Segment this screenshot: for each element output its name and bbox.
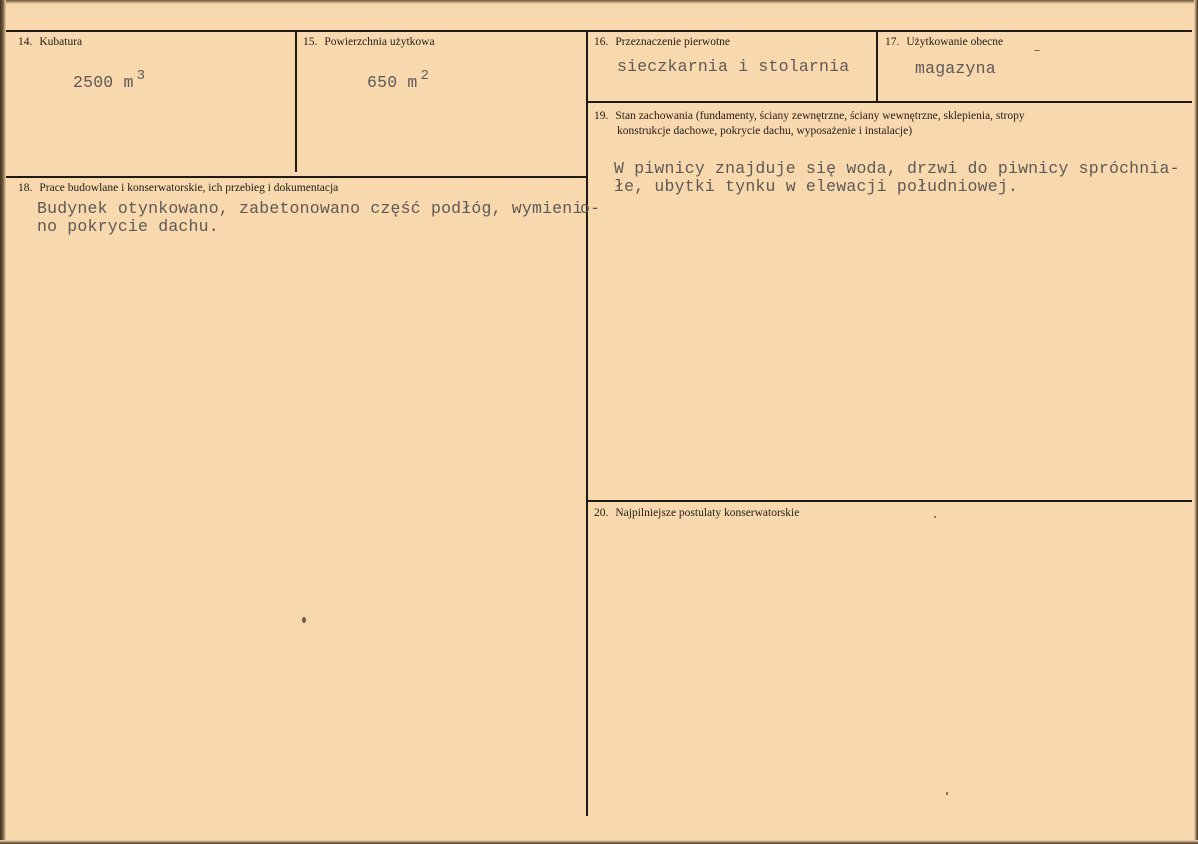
paper-speck [934,516,936,518]
field-17-label [885,35,1003,49]
field-19-title: Stan zachowania (fundamenty, ściany zewnętrzne, ściany wewnętrzne, sklepienia, stropy [615,110,1025,122]
field-18-number: 18. [18,182,33,194]
field-14-title: Kubatura [39,36,83,48]
field-15-number: 15. [303,36,318,48]
field-14-value-text: 2500 m [73,73,134,92]
field-20-number: 20. [594,507,609,519]
card-edge-top [0,0,1198,4]
field-15-title: Powierzchnia użytkowa [324,36,435,48]
field-19-label-line-1 [594,109,1025,123]
field-16-value: sieczkarnia i stolarnia [617,57,850,76]
field-19-text-line-1: W piwnicy znajduje się woda, drzwi do piwnicy spróchnia- [614,159,1180,178]
field-16-label [594,35,730,49]
field-19-text-line-2: łe, ubytki tynku w elewacji południowej. [614,177,1019,196]
top-rule [6,30,1192,32]
field-16-number: 16. [594,36,609,48]
field-16-title: Przeznaczenie pierwotne [615,36,730,48]
field-15-exponent: 2 [420,68,430,84]
card-edge-right [1194,0,1198,844]
card-edge-left [0,0,6,844]
field-20-title: Najpilniejsze postulaty konserwatorskie [615,507,800,519]
paper-speck [302,617,306,623]
field-18-text-line-1: Budynek otynkowano, zabetonowano część podłóg, wymieni [37,199,583,218]
divider-16-17 [876,31,878,101]
field-19-number: 19. [594,110,609,122]
field-18-label [18,181,338,195]
field-15-value-text: 650 m [367,73,418,92]
field-18-text-line-2: no pokrycie dachu. [37,217,219,236]
field-20-label [594,506,799,520]
field-18-hyphen-overflow: o- [580,199,601,218]
rule-under-16-17 [587,101,1192,103]
field-14-number: 14. [18,36,33,48]
card-edge-bottom [0,840,1198,844]
divider-main [586,31,588,816]
field-14-value [73,68,146,93]
field-15-label [303,35,435,49]
rule-under-14-15 [6,176,586,178]
paper-speck [1034,50,1040,51]
field-18-title: Prace budowlane i konserwatorskie, ich przebieg i dokumentacja [39,182,339,194]
divider-14-15 [295,31,297,172]
field-19-label-line-2: konstrukcje dachowe, pokrycie dachu, wyposażenie i instalacje) [617,125,913,137]
field-17-number: 17. [885,36,900,48]
field-14-label [18,35,82,49]
field-14-exponent: 3 [136,68,146,84]
field-15-value [367,68,430,93]
field-17-value: magazyna [915,59,996,78]
rule-under-19 [587,500,1192,502]
field-17-title: Użytkowanie obecne [906,36,1004,48]
paper-speck [946,792,948,795]
